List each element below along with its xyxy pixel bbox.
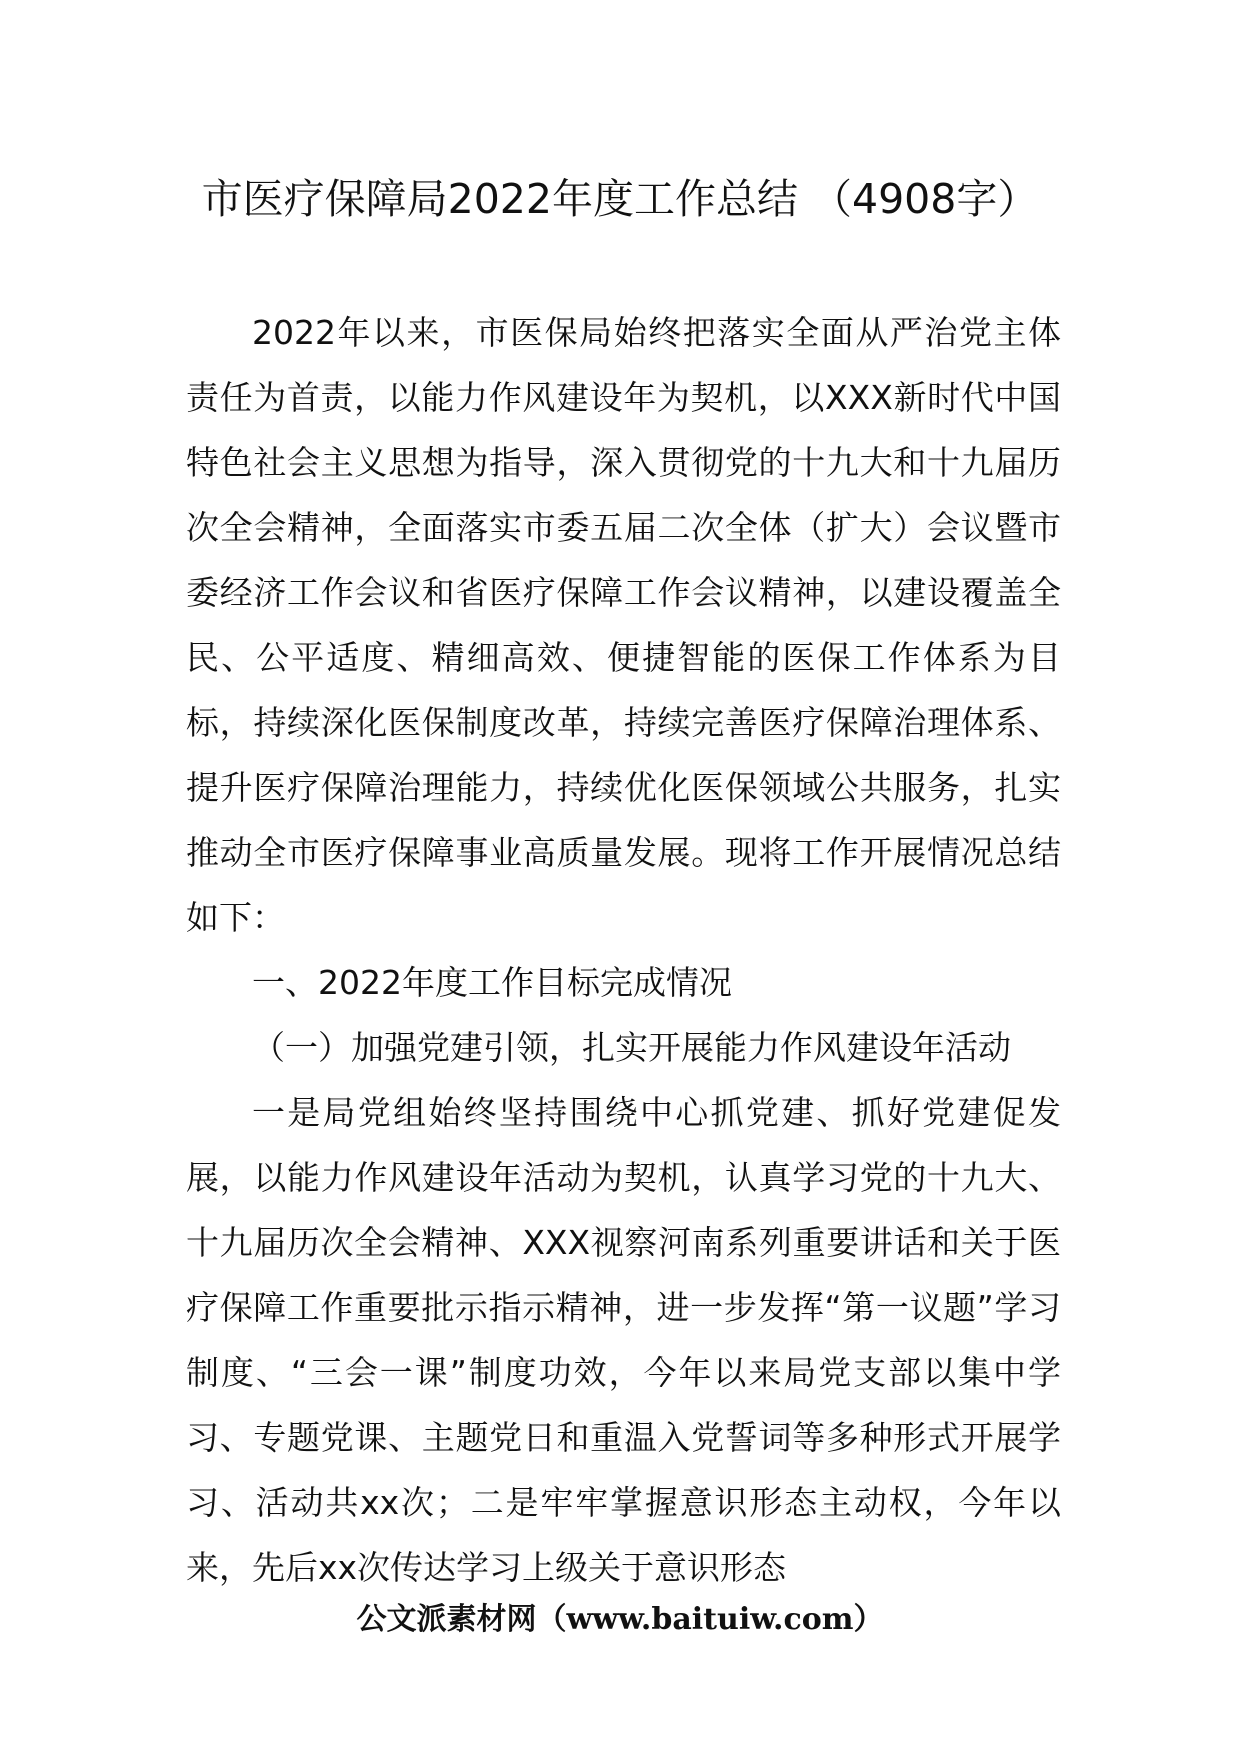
intro-paragraph: 2022年以来，市医保局始终把落实全面从严治党主体责任为首责，以能力作风建设年为契机，以XXX新时代中国特色社会主义思想为指导，深入贯彻党的十九大和十九届历次全会精神，全面落实市委五届二次全体（扩大）会议暨市委经济工作会议和省医疗保障工作会议精神，以建设覆盖全民、公平适度、精细高效、便捷智能的医保工作体系为目标，持续深化医保制度改革，持续完善医疗保障治理体系、提升医疗保障治理能力，持续优化医保领域公共服务，扎实推动全市医疗保障事业高质量发展。现将工作开展情况总结如下： xyxy=(186,313,1061,937)
footer-watermark-text: 公文派素材网（www.baituiw.com） xyxy=(356,1602,884,1637)
document-body xyxy=(186,300,1061,1600)
section-heading: 一、2022年度工作目标完成情况 xyxy=(252,963,732,1002)
subsection-heading: （一）加强党建引领，扎实开展能力作风建设年活动 xyxy=(252,1028,1011,1067)
body-paragraph: 一是局党组始终坚持围绕中心抓党建、抓好党建促发展，以能力作风建设年活动为契机，认真学习党的十九大、十九届历次全会精神、XXX视察河南系列重要讲话和关于医疗保障工作重要批示指示精神，进一步发挥“第一议题”学习制度、“三会一课”制度功效，今年以来局党支部以集中学习、专题党课、主题党日和重温入党誓词等多种形式开展学习、活动共xx次；二是牢牢掌握意识形态主动权，今年以来，先后xx次传达学习上级关于意识形态 xyxy=(186,1093,1061,1587)
document-title: 市医疗保障局2022年度工作总结 （4908字） xyxy=(201,175,1039,223)
